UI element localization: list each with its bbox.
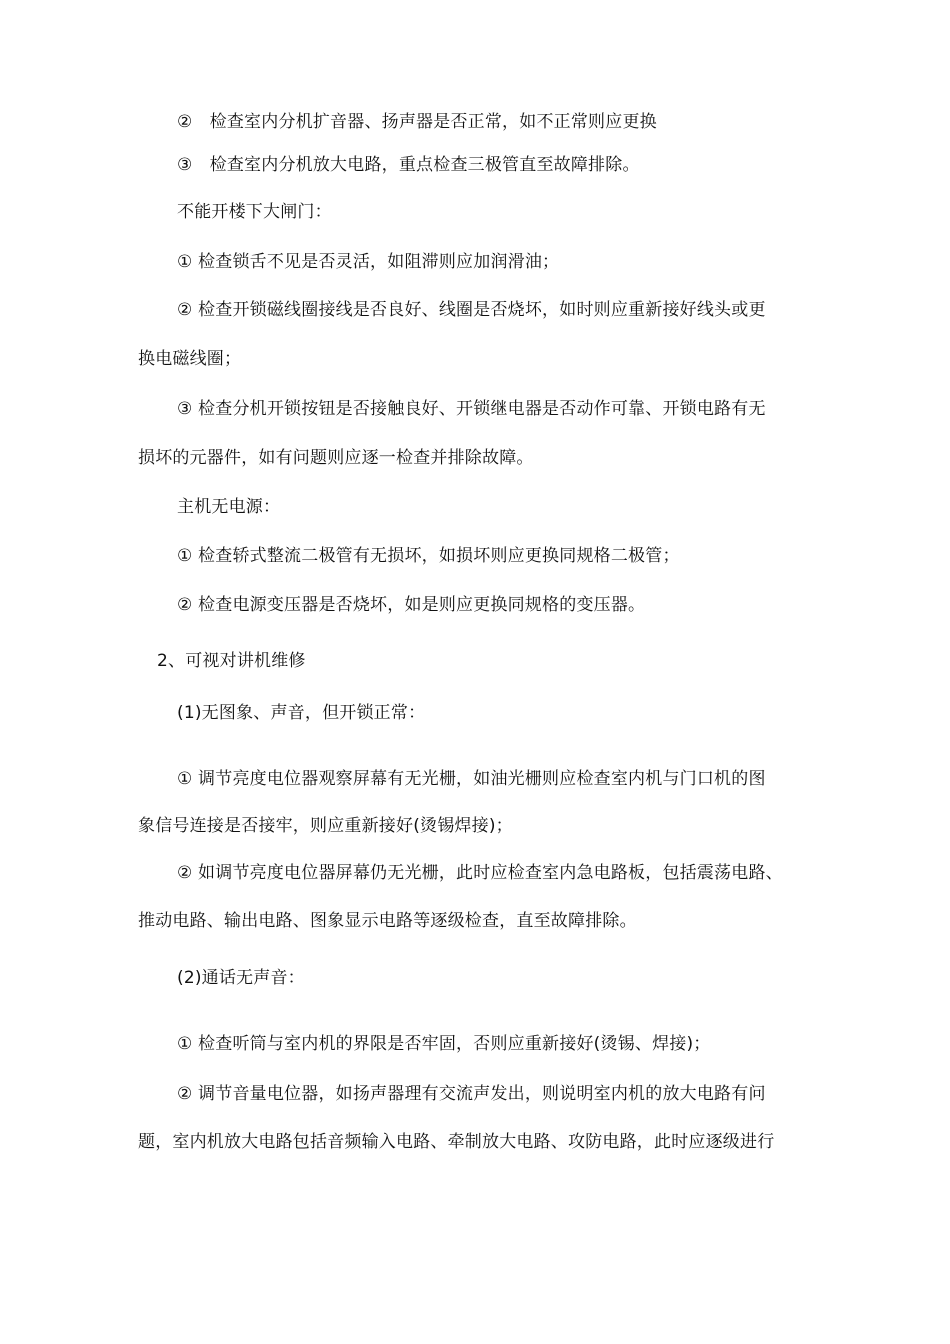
paragraph-line: ② 如调节亮度电位器屏幕仍无光栅，此时应检查室内急电路板，包括震荡电路、 bbox=[177, 863, 783, 883]
paragraph-line: ① 调节亮度电位器观察屏幕有无光栅，如油光栅则应检查室内机与门口机的图 bbox=[177, 769, 766, 789]
section-heading: 不能开楼下大闸门： bbox=[177, 202, 332, 222]
section-heading: 2、可视对讲机维修 bbox=[157, 651, 306, 671]
paragraph-line: ① 检查轿式整流二极管有无损坏，如损坏则应更换同规格二极管； bbox=[177, 546, 680, 566]
paragraph-line: 损坏的元器件，如有问题则应逐一检查并排除故障。 bbox=[138, 448, 534, 468]
paragraph-line: ② 调节音量电位器，如扬声器理有交流声发出，则说明室内机的放大电路有问 bbox=[177, 1084, 766, 1104]
subsection-heading: (2)通话无声音： bbox=[177, 968, 305, 988]
paragraph-line: ① 检查锁舌不见是否灵活，如阻滞则应加润滑油； bbox=[177, 252, 560, 272]
paragraph-line: ① 检查听筒与室内机的界限是否牢固，否则应重新接好(烫锡、焊接)； bbox=[177, 1034, 711, 1054]
paragraph-line: 题，室内机放大电路包括音频输入电路、牵制放大电路、攻防电路，此时应逐级进行 bbox=[138, 1132, 775, 1152]
paragraph-line: ③ 检查分机开锁按钮是否接触良好、开锁继电器是否动作可靠、开锁电路有无 bbox=[177, 399, 766, 419]
paragraph-line: ② 检查开锁磁线圈接线是否良好、线圈是否烧坏，如时则应重新接好线头或更 bbox=[177, 300, 766, 320]
paragraph-line: ② 检查室内分机扩音器、扬声器是否正常，如不正常则应更换 bbox=[177, 112, 657, 132]
section-heading: 主机无电源： bbox=[177, 497, 281, 517]
paragraph-line: 象信号连接是否接牢，则应重新接好(烫锡焊接)； bbox=[138, 816, 513, 836]
paragraph-line: 换电磁线圈； bbox=[138, 349, 242, 369]
paragraph-line: ② 检查电源变压器是否烧坏，如是则应更换同规格的变压器。 bbox=[177, 595, 646, 615]
subsection-heading: (1)无图象、声音，但开锁正常： bbox=[177, 703, 426, 723]
paragraph-line: 推动电路、输出电路、图象显示电路等逐级检查，直至故障排除。 bbox=[138, 911, 637, 931]
paragraph-line: ③ 检查室内分机放大电路，重点检查三极管直至故障排除。 bbox=[177, 155, 640, 175]
